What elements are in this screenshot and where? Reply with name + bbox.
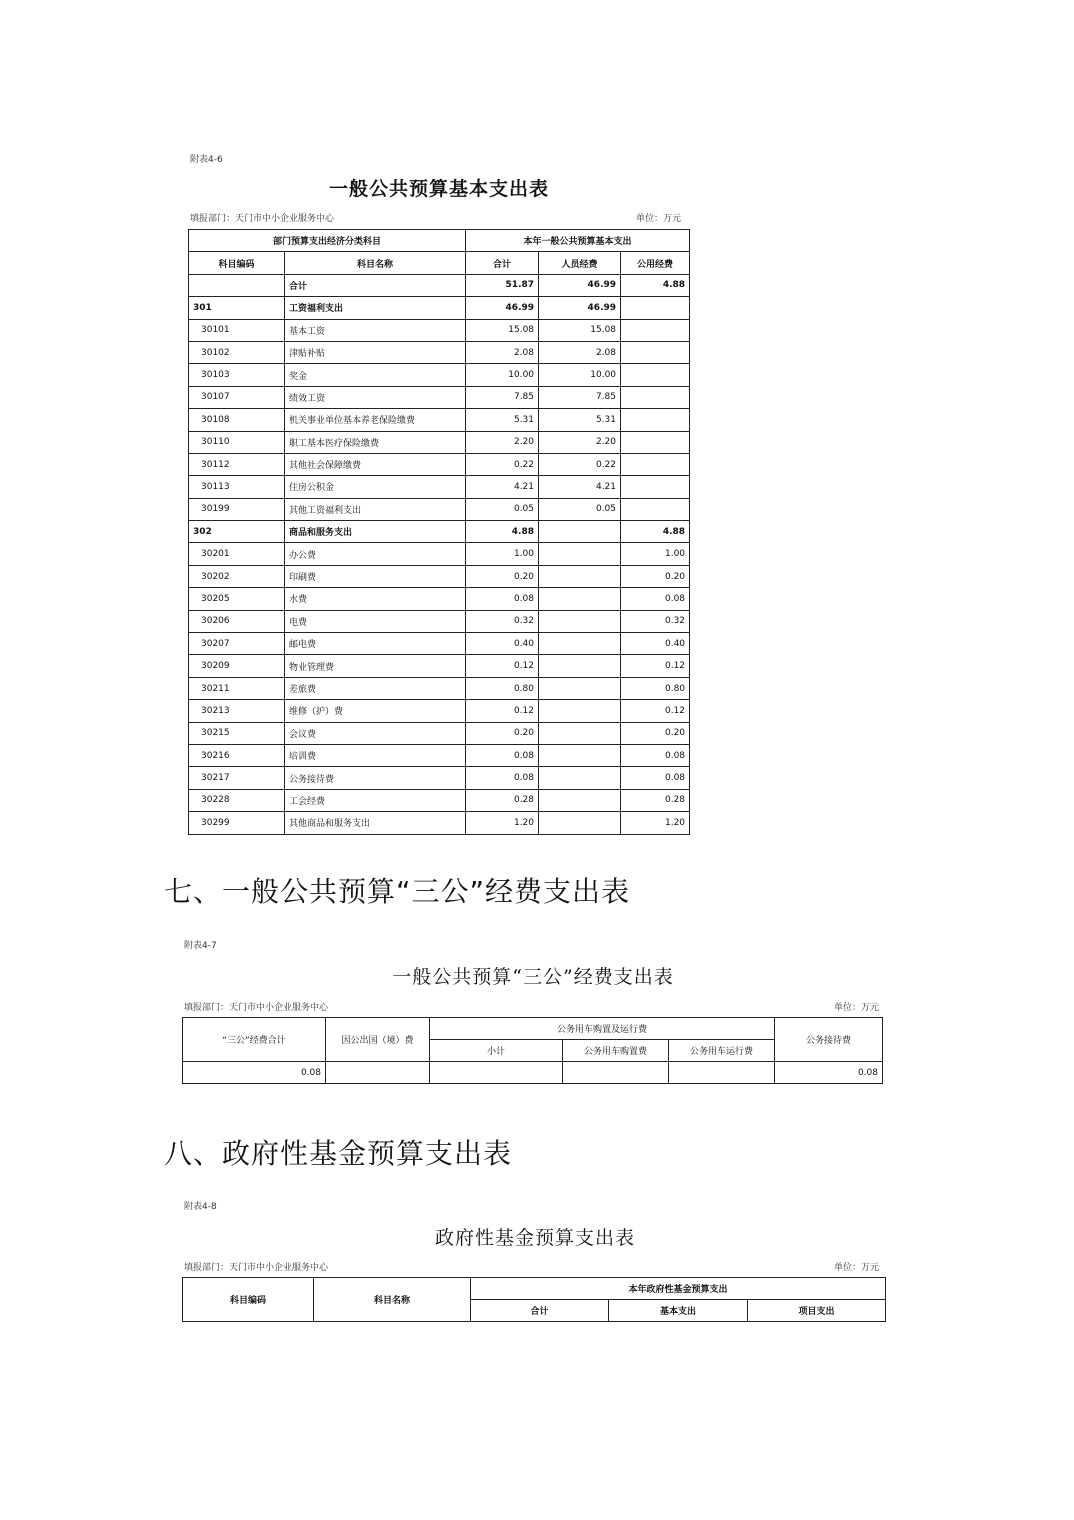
col-public-header: 公用经费 bbox=[621, 252, 690, 274]
value-reception: 0.08 bbox=[775, 1062, 883, 1084]
row-name: 奖金 bbox=[285, 364, 466, 386]
table-row bbox=[189, 565, 690, 587]
row-total: 2.20 bbox=[466, 431, 539, 453]
row-name: 水费 bbox=[285, 588, 466, 610]
row-name: 其他商品和服务支出 bbox=[285, 812, 466, 834]
col-vehicle-group-header: 公务用车购置及运行费 bbox=[430, 1018, 775, 1040]
table3-dept: 填报部门：天门市中小企业服务中心 bbox=[184, 1263, 329, 1273]
row-total: 0.40 bbox=[466, 633, 539, 655]
col-fund-basic-header: 基本支出 bbox=[609, 1300, 748, 1322]
row-personnel: 2.20 bbox=[539, 431, 621, 453]
table-row bbox=[189, 431, 690, 453]
table1-dept: 填报部门：天门市中小企业服务中心 bbox=[190, 214, 335, 224]
table-row bbox=[189, 319, 690, 341]
row-total: 0.32 bbox=[466, 610, 539, 632]
table-row bbox=[189, 700, 690, 722]
table-row bbox=[189, 722, 690, 744]
row-name: 职工基本医疗保险缴费 bbox=[285, 431, 466, 453]
value-purchase bbox=[563, 1062, 669, 1084]
row-code: 30113 bbox=[189, 476, 285, 498]
row-personnel bbox=[539, 722, 621, 744]
row-public bbox=[621, 409, 690, 431]
col-fund-project-header: 项目支出 bbox=[748, 1300, 886, 1322]
row-personnel: 10.00 bbox=[539, 364, 621, 386]
row-public: 0.08 bbox=[621, 588, 690, 610]
row-public bbox=[621, 297, 690, 319]
row-name: 电费 bbox=[285, 610, 466, 632]
basic-expenditure-table bbox=[188, 229, 690, 835]
three-public-table bbox=[182, 1017, 883, 1084]
table-row bbox=[189, 364, 690, 386]
row-public: 0.40 bbox=[621, 633, 690, 655]
row-name: 培训费 bbox=[285, 744, 466, 766]
col-fund-total-header: 合计 bbox=[471, 1300, 609, 1322]
row-personnel: 7.85 bbox=[539, 386, 621, 408]
col-abroad-header: 因公出国（境）费 bbox=[326, 1018, 430, 1062]
row-personnel bbox=[539, 633, 621, 655]
row-public: 4.88 bbox=[621, 274, 690, 296]
value-three-total: 0.08 bbox=[183, 1062, 326, 1084]
row-personnel: 15.08 bbox=[539, 319, 621, 341]
table-row bbox=[189, 677, 690, 699]
table-row bbox=[189, 767, 690, 789]
table2-unit: 单位：万元 bbox=[834, 1003, 880, 1013]
col-name-header: 科目名称 bbox=[285, 252, 466, 274]
row-total: 4.88 bbox=[466, 521, 539, 543]
table-row bbox=[189, 789, 690, 811]
row-total: 46.99 bbox=[466, 297, 539, 319]
row-name: 基本工资 bbox=[285, 319, 466, 341]
row-code: 301 bbox=[189, 297, 285, 319]
value-running bbox=[669, 1062, 775, 1084]
row-name: 合计 bbox=[285, 274, 466, 296]
row-total: 1.00 bbox=[466, 543, 539, 565]
table1-unit: 单位：万元 bbox=[636, 214, 682, 224]
row-code: 30216 bbox=[189, 744, 285, 766]
row-personnel bbox=[539, 744, 621, 766]
row-public: 0.28 bbox=[621, 789, 690, 811]
row-code: 30213 bbox=[189, 700, 285, 722]
row-name: 维修（护）费 bbox=[285, 700, 466, 722]
value-abroad bbox=[326, 1062, 430, 1084]
row-public bbox=[621, 319, 690, 341]
table-row bbox=[189, 409, 690, 431]
table-row bbox=[189, 588, 690, 610]
row-total: 0.12 bbox=[466, 655, 539, 677]
row-personnel bbox=[539, 521, 621, 543]
row-total: 0.22 bbox=[466, 453, 539, 475]
row-total: 0.20 bbox=[466, 722, 539, 744]
row-code: 302 bbox=[189, 521, 285, 543]
row-name: 物业管理费 bbox=[285, 655, 466, 677]
table-row bbox=[189, 476, 690, 498]
row-code: 30107 bbox=[189, 386, 285, 408]
value-subtotal bbox=[430, 1062, 563, 1084]
row-name: 会议费 bbox=[285, 722, 466, 744]
row-total: 0.80 bbox=[466, 677, 539, 699]
row-code: 30110 bbox=[189, 431, 285, 453]
col-personnel-header: 人员经费 bbox=[539, 252, 621, 274]
section8-heading: 八、政府性基金预算支出表 bbox=[164, 1137, 513, 1170]
col-subtotal-header: 小计 bbox=[430, 1040, 563, 1062]
row-public: 0.20 bbox=[621, 565, 690, 587]
row-public bbox=[621, 476, 690, 498]
row-name: 办公费 bbox=[285, 543, 466, 565]
row-code: 30205 bbox=[189, 588, 285, 610]
row-public bbox=[621, 364, 690, 386]
row-total: 1.20 bbox=[466, 812, 539, 834]
table-row bbox=[189, 274, 690, 296]
table-row bbox=[189, 341, 690, 363]
row-total: 0.08 bbox=[466, 744, 539, 766]
row-code: 30112 bbox=[189, 453, 285, 475]
col-fund-name-header: 科目名称 bbox=[314, 1278, 471, 1322]
row-code: 30228 bbox=[189, 789, 285, 811]
section7-heading: 七、一般公共预算“三公”经费支出表 bbox=[164, 875, 631, 908]
table1-title: 一般公共预算基本支出表 bbox=[328, 178, 549, 200]
row-code: 30103 bbox=[189, 364, 285, 386]
row-name: 机关事业单位基本养老保险缴费 bbox=[285, 409, 466, 431]
row-total: 0.08 bbox=[466, 767, 539, 789]
row-name: 差旅费 bbox=[285, 677, 466, 699]
row-code: 30209 bbox=[189, 655, 285, 677]
row-public bbox=[621, 386, 690, 408]
row-personnel: 5.31 bbox=[539, 409, 621, 431]
row-code bbox=[189, 274, 285, 296]
row-code: 30202 bbox=[189, 565, 285, 587]
table-row bbox=[189, 386, 690, 408]
row-public: 1.20 bbox=[621, 812, 690, 834]
table3-unit: 单位：万元 bbox=[834, 1263, 880, 1273]
col-purchase-header: 公务用车购置费 bbox=[563, 1040, 669, 1062]
table2-dept: 填报部门：天门市中小企业服务中心 bbox=[184, 1003, 329, 1013]
row-public bbox=[621, 431, 690, 453]
row-name: 商品和服务支出 bbox=[285, 521, 466, 543]
row-public bbox=[621, 498, 690, 520]
row-public bbox=[621, 341, 690, 363]
row-total: 0.08 bbox=[466, 588, 539, 610]
row-total: 0.28 bbox=[466, 789, 539, 811]
row-personnel: 2.08 bbox=[539, 341, 621, 363]
row-name: 公务接待费 bbox=[285, 767, 466, 789]
row-personnel bbox=[539, 588, 621, 610]
row-total: 2.08 bbox=[466, 341, 539, 363]
row-total: 0.20 bbox=[466, 565, 539, 587]
row-code: 30211 bbox=[189, 677, 285, 699]
row-personnel: 46.99 bbox=[539, 274, 621, 296]
table-row bbox=[189, 633, 690, 655]
row-total: 15.08 bbox=[466, 319, 539, 341]
table-row bbox=[189, 655, 690, 677]
row-personnel bbox=[539, 700, 621, 722]
row-total: 4.21 bbox=[466, 476, 539, 498]
row-name: 工会经费 bbox=[285, 789, 466, 811]
row-personnel bbox=[539, 677, 621, 699]
row-code: 30101 bbox=[189, 319, 285, 341]
row-total: 51.87 bbox=[466, 274, 539, 296]
row-name: 工资福利支出 bbox=[285, 297, 466, 319]
row-personnel bbox=[539, 767, 621, 789]
col-reception-header: 公务接待费 bbox=[775, 1018, 883, 1062]
row-personnel: 46.99 bbox=[539, 297, 621, 319]
row-code: 30217 bbox=[189, 767, 285, 789]
col-running-header: 公务用车运行费 bbox=[669, 1040, 775, 1062]
row-public: 0.12 bbox=[621, 700, 690, 722]
row-personnel bbox=[539, 789, 621, 811]
row-name: 邮电费 bbox=[285, 633, 466, 655]
table3-label: 附表4-8 bbox=[184, 1202, 217, 1212]
row-personnel: 0.05 bbox=[539, 498, 621, 520]
row-public: 4.88 bbox=[621, 521, 690, 543]
col-fund-code-header: 科目编码 bbox=[183, 1278, 314, 1322]
row-public bbox=[621, 453, 690, 475]
col-three-total-header: “三公”经费合计 bbox=[183, 1018, 326, 1062]
row-code: 30299 bbox=[189, 812, 285, 834]
row-personnel: 4.21 bbox=[539, 476, 621, 498]
row-public: 0.12 bbox=[621, 655, 690, 677]
row-code: 30215 bbox=[189, 722, 285, 744]
table3-title: 政府性基金预算支出表 bbox=[434, 1227, 635, 1249]
col-fund-group-header: 本年政府性基金预算支出 bbox=[471, 1278, 886, 1300]
row-total: 10.00 bbox=[466, 364, 539, 386]
fund-budget-table bbox=[182, 1277, 886, 1322]
col-total-header: 合计 bbox=[466, 252, 539, 274]
row-name: 绩效工资 bbox=[285, 386, 466, 408]
row-personnel bbox=[539, 543, 621, 565]
row-code: 30199 bbox=[189, 498, 285, 520]
row-personnel bbox=[539, 655, 621, 677]
row-code: 30201 bbox=[189, 543, 285, 565]
table-row bbox=[189, 498, 690, 520]
row-code: 30206 bbox=[189, 610, 285, 632]
row-code: 30108 bbox=[189, 409, 285, 431]
table2-title: 一般公共预算“三公”经费支出表 bbox=[392, 966, 674, 988]
row-public: 0.08 bbox=[621, 767, 690, 789]
row-public: 0.20 bbox=[621, 722, 690, 744]
col-code-header: 科目编码 bbox=[189, 252, 285, 274]
row-code: 30207 bbox=[189, 633, 285, 655]
row-public: 0.08 bbox=[621, 744, 690, 766]
table-row bbox=[189, 744, 690, 766]
row-public: 0.80 bbox=[621, 677, 690, 699]
row-personnel: 0.22 bbox=[539, 453, 621, 475]
table-row bbox=[189, 521, 690, 543]
header-group-right: 本年一般公共预算基本支出 bbox=[466, 230, 690, 252]
row-name: 其他工资福利支出 bbox=[285, 498, 466, 520]
header-group-left: 部门预算支出经济分类科目 bbox=[189, 230, 466, 252]
table-row bbox=[189, 543, 690, 565]
row-public: 1.00 bbox=[621, 543, 690, 565]
row-name: 津贴补贴 bbox=[285, 341, 466, 363]
row-name: 住房公积金 bbox=[285, 476, 466, 498]
row-name: 其他社会保障缴费 bbox=[285, 453, 466, 475]
table1-label: 附表4-6 bbox=[190, 155, 223, 165]
row-personnel bbox=[539, 812, 621, 834]
row-total: 0.12 bbox=[466, 700, 539, 722]
row-total: 7.85 bbox=[466, 386, 539, 408]
table-row bbox=[189, 297, 690, 319]
table-row bbox=[189, 610, 690, 632]
row-name: 印刷费 bbox=[285, 565, 466, 587]
row-total: 0.05 bbox=[466, 498, 539, 520]
table2-label: 附表4-7 bbox=[184, 941, 217, 951]
table-row bbox=[189, 453, 690, 475]
row-personnel bbox=[539, 610, 621, 632]
row-code: 30102 bbox=[189, 341, 285, 363]
table-row bbox=[189, 812, 690, 834]
row-public: 0.32 bbox=[621, 610, 690, 632]
row-total: 5.31 bbox=[466, 409, 539, 431]
row-personnel bbox=[539, 565, 621, 587]
